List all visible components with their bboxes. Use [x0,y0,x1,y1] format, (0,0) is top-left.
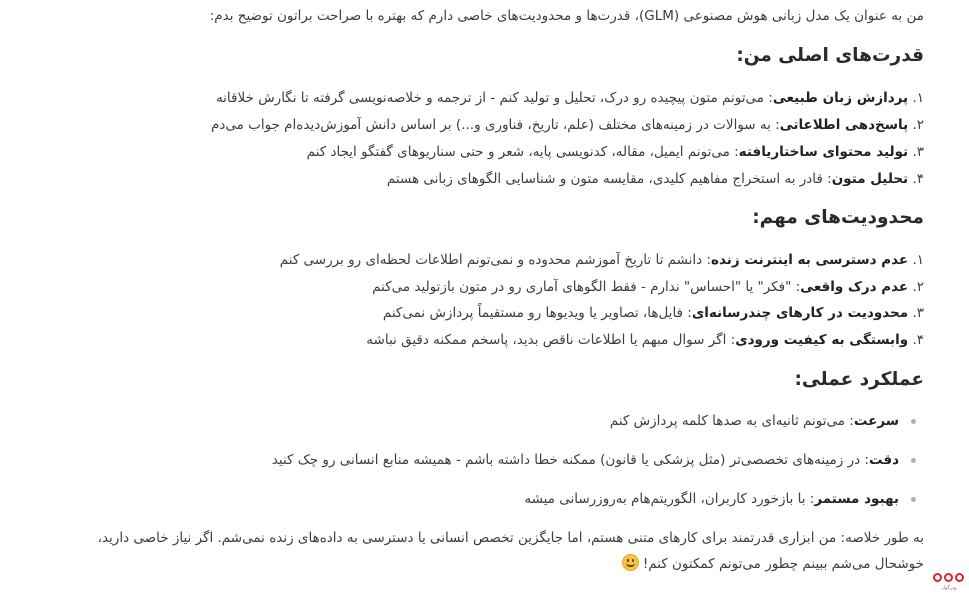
item-title: تحلیل متون [831,171,909,187]
item-title: محدودیت در کارهای چندرسانه‌ای [691,305,909,321]
strengths-heading: قدرت‌های اصلی من: [736,45,924,66]
list-item [524,489,924,509]
item-title: پردازش زبان طبیعی [772,90,909,106]
item-text: : می‌تونم ایمیل، مقاله، کدنویسی پایه، شعر و حتی سناریوهای گفتگو ایجاد کنم [306,144,739,160]
three-rings-logo [933,571,965,595]
item-number: ۴. [912,171,924,187]
list-item [387,169,924,189]
list-item [307,142,924,162]
logo-caption: ویرگول [941,585,957,591]
item-title: عدم درک واقعی [800,279,909,295]
item-title: عدم دسترسی به اینترنت زنده [711,252,909,268]
item-title: تولید محتوای ساختاریافته [738,144,909,160]
item-number: ۲. [912,117,924,133]
item-title: وابستگی به کیفیت ورودی [735,332,909,348]
list-item [280,250,924,270]
intro-text: من به عنوان یک مدل زبانی هوش مصنوعی (GLM)، قدرت‌ها و محدودیت‌های خاصی دارم که بهتره با صراحت براتون توضیح بدم: [209,8,924,24]
list-item [383,303,924,323]
item-text: : در زمینه‌های تخصصی‌تر (مثل پزشکی یا قانون) ممکنه خطا داشته باشم - همیشه منابع انسانی رو چک کنید [271,452,869,468]
logo-ring [933,573,942,582]
item-number: ۳. [912,144,924,160]
list-item [211,115,924,135]
item-number: ۴. [912,332,924,348]
logo-ring [955,573,964,582]
item-text: : اگر سوال مبهم یا اطلاعات ناقص بدید، پاسخم ممکنه دقیق نباشه [366,332,736,348]
summary-line-2 [622,554,924,574]
limitations-heading: محدودیت‌های مهم: [752,207,924,228]
smiling-face-icon [622,554,639,571]
item-text: : دانشم تا تاریخ آموزشم محدوده و نمی‌تونم اطلاعات لحظه‌ای رو بررسی کنم [279,252,712,268]
list-item [216,88,924,108]
summary-text: خوشحال می‌شم ببینم چطور می‌تونم کمکتون کنم! [642,556,924,572]
item-text: : "فکر" یا "احساس" ندارم - فقط الگوهای آماری رو در متون بازتولید می‌کنم [372,279,801,295]
item-title: پاسخ‌دهی اطلاعاتی [779,117,909,133]
list-item [610,411,924,431]
item-number: ۱. [912,90,924,106]
item-text: : فایل‌ها، تصاویر یا ویدیوها رو مستقیماً پردازش نمی‌کنم [382,305,692,321]
list-item [366,330,924,350]
item-number: ۱. [912,252,924,268]
logo-ring [944,573,953,582]
item-text: : با بازخورد کاربران، الگوریتم‌هام به‌روزرسانی میشه [524,491,815,507]
item-text: : می‌تونم ثانیه‌ای به صدها کلمه پردازش کنم [609,413,854,429]
item-number: ۲. [912,279,924,295]
item-title: سرعت [853,413,899,429]
item-title: بهبود مستمر [814,491,899,507]
item-text: : قادر به استخراج مفاهیم کلیدی، مقایسه متون و شناسایی الگوهای زبانی هستم [386,171,832,187]
list-item [272,450,924,470]
item-title: دقت [868,452,899,468]
bullet-icon [911,419,916,424]
item-text: : به سوالات در زمینه‌های مختلف (علم، تاریخ، فناوری و...) بر اساس دانش آموزش‌دیده‌ام جواب می‌دم [210,117,780,133]
bullet-icon [911,458,916,463]
item-text: : می‌تونم متون پیچیده رو درک، تحلیل و تولید کنم - از ترجمه و خلاصه‌نویسی گرفته تا نگارش خلاقانه [215,90,773,106]
list-item [372,277,924,297]
practical-heading: عملکرد عملی: [794,369,924,390]
item-number: ۳. [912,305,924,321]
bullet-icon [911,497,916,502]
summary-line-1: به طور خلاصه: من ابزاری قدرتمند برای کارهای متنی هستم، اما جایگزین تخصص انسانی یا دسترسی به داده‌های زنده نمی‌شم. اگر نیاز خاصی دارید، [97,530,924,546]
